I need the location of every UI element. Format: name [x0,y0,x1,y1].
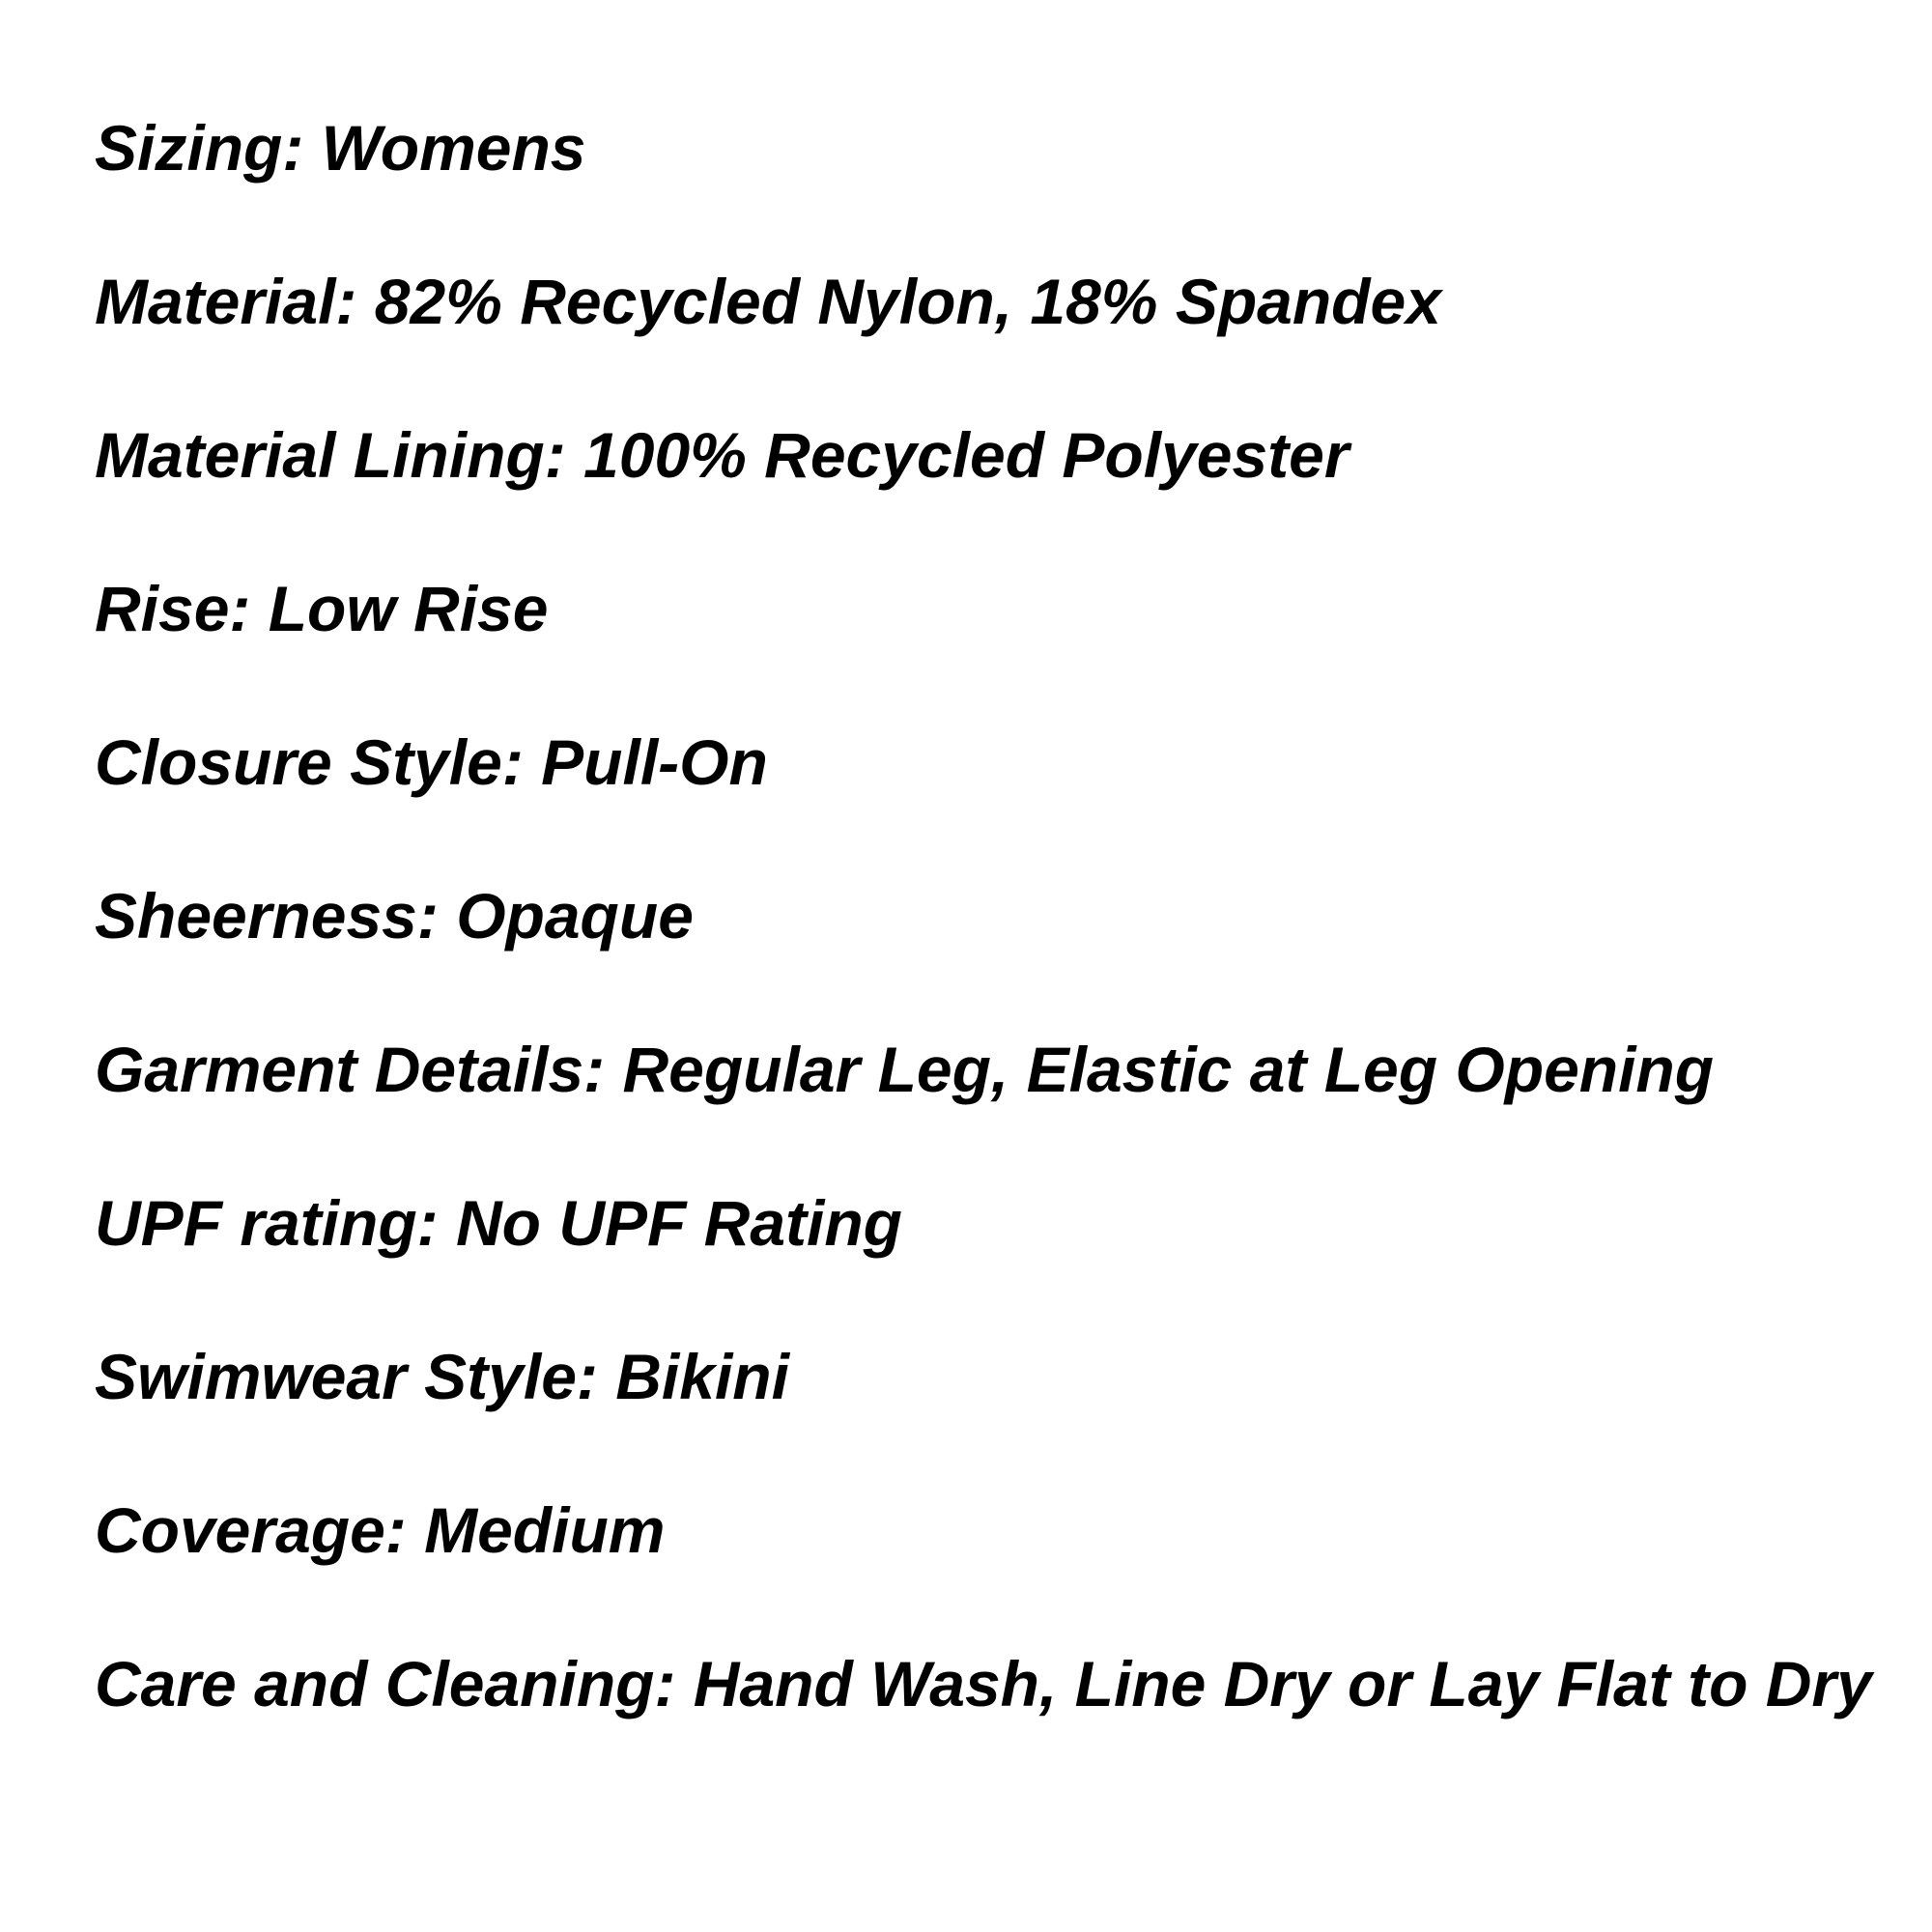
spec-upf-rating [95,1187,1882,1259]
spec-care-and-cleaning [95,1648,1882,1719]
spec-label: Material Lining: [95,419,566,491]
spec-label: Closure Style: [95,726,524,798]
spec-value: No UPF Rating [456,1187,902,1259]
spec-label: Swimwear Style: [95,1341,598,1412]
spec-label: Sheerness: [95,880,439,952]
spec-value: Medium [424,1494,666,1566]
spec-sizing [95,112,1882,184]
spec-label: Rise: [95,573,251,644]
spec-value: Hand Wash, Line Dry or Lay Flat to Dry [693,1648,1872,1719]
spec-value: Opaque [456,880,694,952]
spec-label: Material: [95,266,357,337]
spec-material [95,266,1882,337]
spec-value: 82% Recycled Nylon, 18% Spandex [374,266,1441,337]
spec-closure-style [95,726,1882,798]
spec-rise [95,573,1882,644]
spec-material-lining [95,419,1882,491]
spec-coverage [95,1494,1882,1566]
spec-value: Regular Leg, Elastic at Leg Opening [622,1034,1715,1105]
spec-value: Pull-On [541,726,768,798]
spec-value: Womens [321,112,586,184]
spec-value: 100% Recycled Polyester [583,419,1350,491]
spec-label: Garment Details: [95,1034,606,1105]
spec-label: UPF rating: [95,1187,439,1259]
spec-sheerness [95,880,1882,952]
spec-garment-details [95,1034,1882,1105]
spec-label: Sizing: [95,112,304,184]
spec-swimwear-style [95,1341,1882,1412]
spec-label: Care and Cleaning: [95,1648,676,1719]
spec-label: Coverage: [95,1494,407,1566]
spec-value: Low Rise [268,573,549,644]
spec-list [95,112,1882,1719]
spec-value: Bikini [615,1341,789,1412]
